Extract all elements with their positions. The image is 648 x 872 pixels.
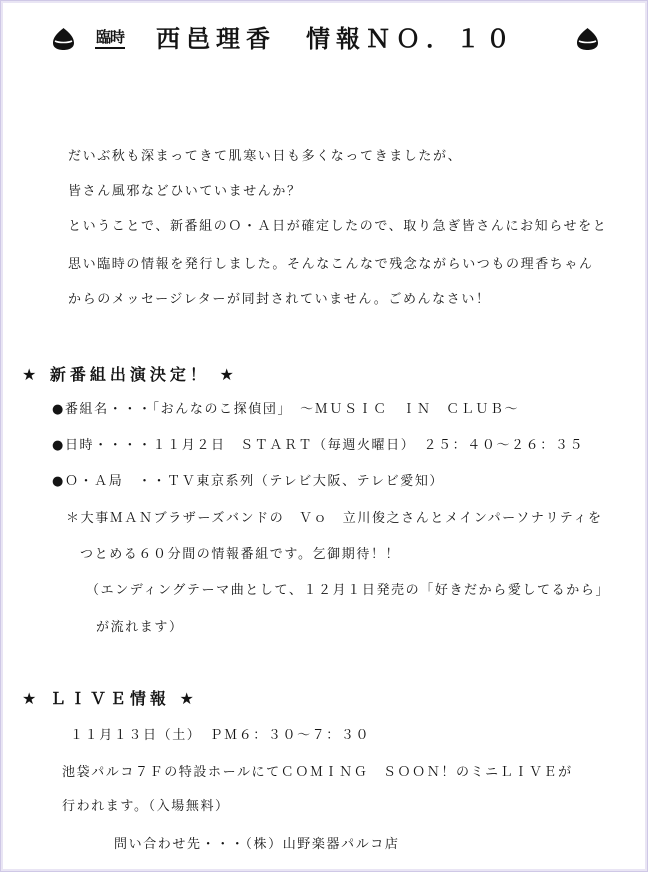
intro-line-1: だいぶ秋も深まってきて肌寒い日も多くなってきましたが、 [68,149,463,164]
title-row [48,22,603,56]
program-name: ●番組名・・・「おんなのこ探偵団」 ～ＭＵＳＩＣ ＩＮ ＣＬＵＢ～ [52,402,520,417]
program-datetime: ●日時・・・・１１月２日 ＳＴＡＲＴ（毎週火曜日） ２５：４０～２６：３５ [52,438,585,453]
program-note-3: （エンディングテーマ曲として、１２月１日発売の「好きだから愛してるから」 [86,583,611,598]
rinji-mark: 臨時 [95,27,125,49]
chestnut-icon [576,27,599,51]
intro-line-5: からのメッセージレターが同封されていません。ごめんなさい！ [68,292,491,307]
intro-line-2: 皆さん風邪などひいていませんか？ [68,184,302,199]
intro-line-3: ということで、新番組のＯ・Ａ日が確定したので、取り急ぎ皆さんにお知らせをと [68,219,608,234]
program-note-2: つとめる６０分間の情報番組です。乞御期待！！ [80,547,401,562]
chestnut-icon [52,27,75,51]
live-admission: 行われます。（入場無料） [62,799,230,814]
intro-line-4: 思い臨時の情報を発行しました。そんなこんなで残念ながらいつもの理香ちゃん [68,257,594,272]
program-station: ●Ｏ・Ａ局 ・・ＴＶ東京系列（テレビ大阪、テレビ愛知） [52,474,445,489]
program-note-1: ＊大事ＭＡＮブラザーズバンドの Ｖｏ 立川俊之さんとメインパーソナリティを [66,511,603,526]
live-contact: 問い合わせ先・・・（株）山野楽器パルコ店 [114,837,400,852]
live-heading: ★ ＬＩＶＥ情報 ★ [22,689,198,708]
live-date: １１月１３日（土） ＰＭ６：３０～７：３０ [70,728,371,743]
program-note-4: が流れます） [96,620,184,635]
program-heading: ★ 新番組出演決定！ ★ [22,365,238,384]
page-title: 西邑理香 情報ＮＯ．１０ [156,25,516,53]
live-place: 池袋パルコ７Ｆの特設ホールにてＣＯＭＩＮＧ ＳＯＯＮ！のミニＬＩＶＥが [62,765,573,780]
